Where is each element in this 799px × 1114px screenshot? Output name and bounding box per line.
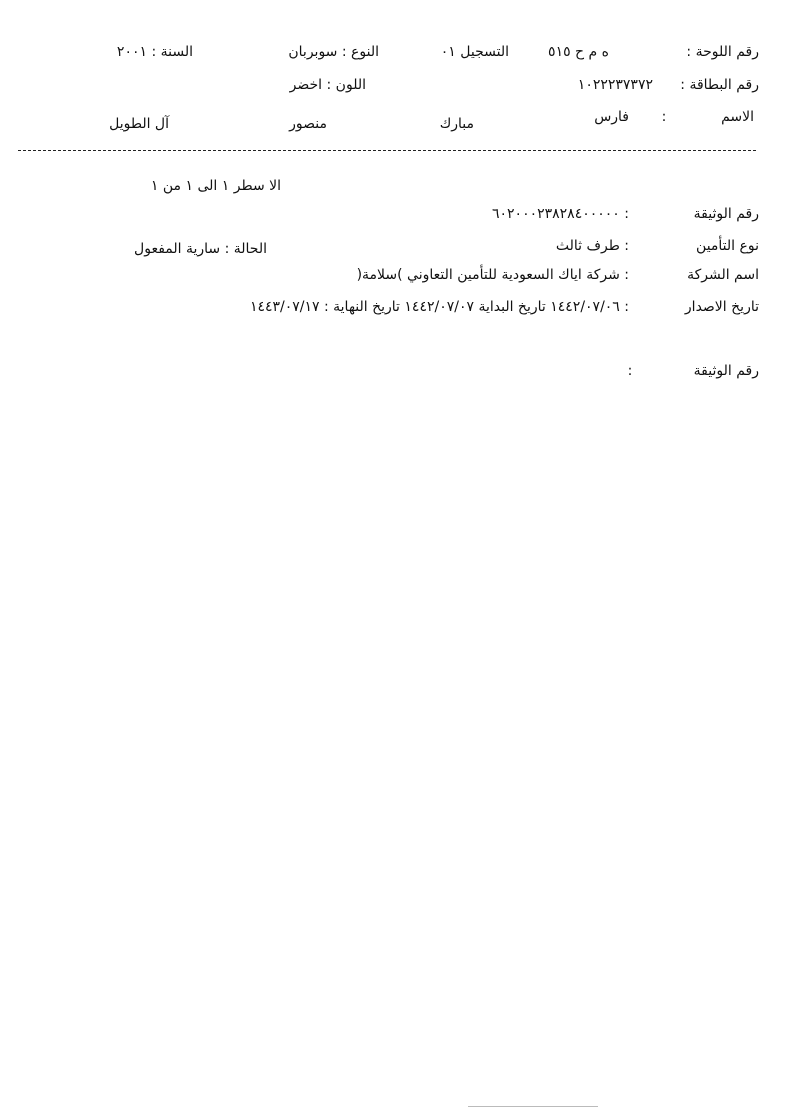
vehicle-year: السنة : ٢٠٠١ xyxy=(116,44,193,60)
card-label: رقم البطاقة : xyxy=(680,77,759,93)
grandfather-name: منصور xyxy=(289,116,327,132)
row-count: الا سطر ١ الى ١ من ١ xyxy=(150,178,281,194)
family-name: آل الطويل xyxy=(109,116,169,132)
plate-label: رقم اللوحة : xyxy=(686,44,759,60)
second-policy-number-label: رقم الوثيقة xyxy=(693,363,759,379)
name-colon: : xyxy=(661,109,667,125)
second-policy-number-value: : xyxy=(627,363,633,379)
dashed-separator xyxy=(18,150,756,151)
policy-dates-label: تاريخ الاصدار xyxy=(684,299,759,315)
card-number: ١٠٢٢٢٣٧٣٧٢ xyxy=(577,77,653,93)
policy-status: الحالة : سارية المفعول xyxy=(134,241,267,257)
first-name: فارس xyxy=(594,109,629,125)
company-value: : شركة اياك السعودية للتأمين التعاوني )سلامة( xyxy=(356,267,629,283)
policy-number-label: رقم الوثيقة xyxy=(693,206,759,222)
scan-artifact-line xyxy=(468,1106,598,1107)
name-label: الاسم xyxy=(721,109,754,125)
insurance-type-value: : طرف ثالث xyxy=(555,238,629,254)
vehicle-color: اللون : اخضر xyxy=(289,77,366,93)
registration-number: التسجيل ٠١ xyxy=(440,44,509,60)
policy-number-value: : ٦٠٢٠٠٠٢٣٨٢٨٤٠٠٠٠٠ xyxy=(491,206,629,222)
policy-dates-value: : ١٤٤٢/٠٧/٠٦ تاريخ البداية ١٤٤٢/٠٧/٠٧ تاريخ النهاية : ١٤٤٣/٠٧/١٧ xyxy=(249,299,629,315)
company-label: اسم الشركة xyxy=(687,267,759,283)
father-name: مبارك xyxy=(439,116,474,132)
insurance-type-label: نوع التأمين xyxy=(696,238,759,254)
vehicle-type: النوع : سوبربان xyxy=(288,44,379,60)
plate-value: ه م ح ٥١٥ xyxy=(548,44,609,60)
